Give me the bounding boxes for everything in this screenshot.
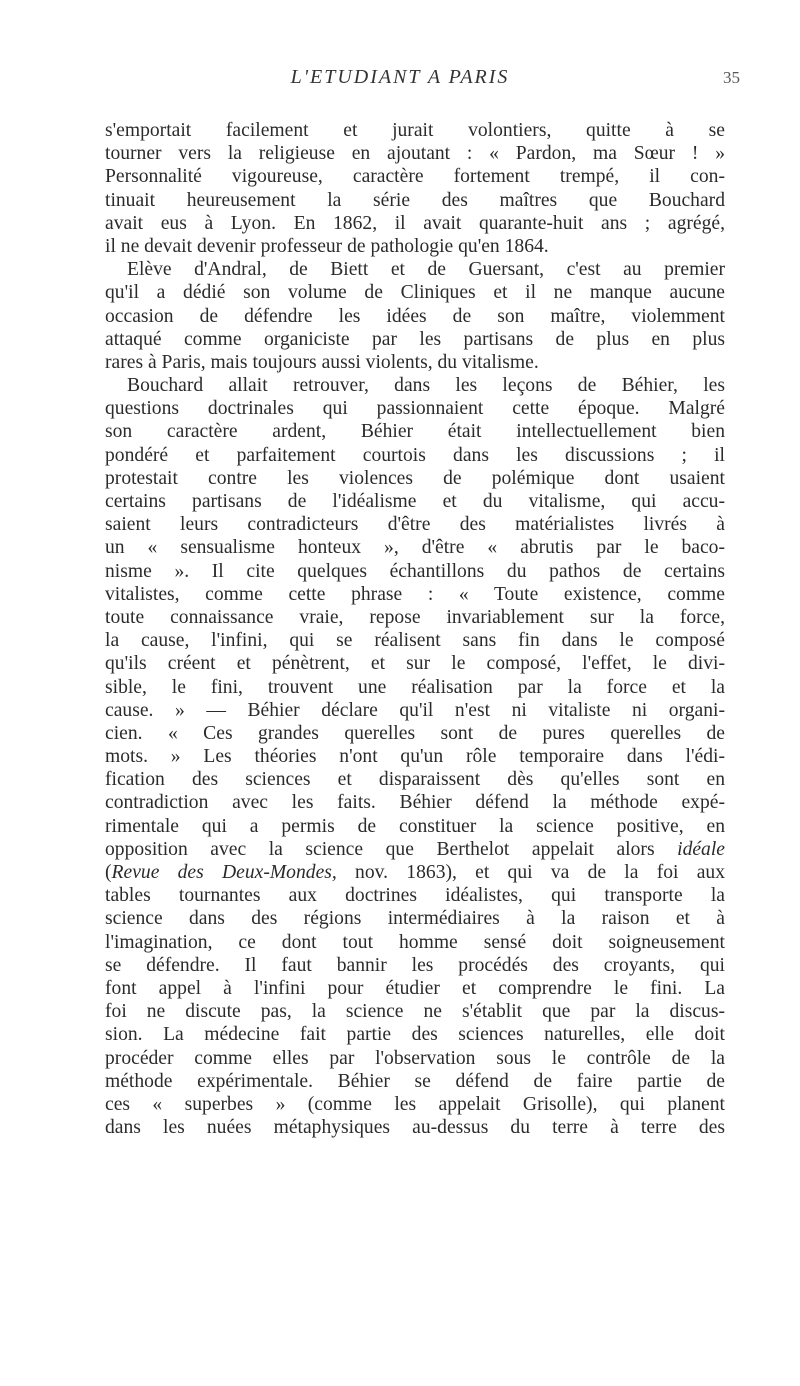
text-line: il ne devait devenir professeur de pathologie qu'en 1864.	[105, 235, 549, 257]
text-line: dans les nuées métaphysiques au-dessus du terre à terre des	[105, 1117, 725, 1139]
text-line: Personnalité vigoureuse, caractère fortement trempé, il con-	[105, 166, 725, 188]
italic-segment: Revue des Deux-Mondes,	[111, 862, 337, 883]
text-line: rares à Paris, mais toujours aussi violents, du vitalisme.	[105, 351, 539, 373]
text-line: mots. » Les théories n'ont qu'un rôle temporaire dans l'édi-	[105, 746, 725, 768]
text-line: sion. La médecine fait partie des sciences naturelles, elle doit	[105, 1024, 725, 1046]
italic-segment: idéale	[677, 838, 725, 860]
text-segment: opposition avec la science que Berthelot appelait alors	[105, 838, 678, 860]
text-line: nisme ». Il cite quelques échantillons du pathos de certains	[105, 560, 725, 582]
text-line: cien. « Ces grandes querelles sont de pures querelles de	[105, 722, 725, 744]
text-line: occasion de défendre les idées de son maître, violemment	[105, 305, 725, 327]
running-title: L'ETUDIANT A PARIS	[290, 66, 510, 88]
text-line: vitalistes, comme cette phrase : « Toute existence, comme	[105, 583, 725, 605]
text-line: se défendre. Il faut bannir les procédés des croyants, qui	[105, 954, 725, 976]
text-line: attaqué comme organiciste par les partisans de plus en plus	[105, 328, 725, 350]
text-line: s'emportait facilement et jurait volontiers, quitte à se	[105, 120, 725, 141]
text-line: tinuait heureusement la série des maîtres que Bouchard	[105, 189, 725, 211]
text-line: certains partisans de l'idéalisme et du vitalisme, qui accu-	[105, 491, 725, 512]
text-line: tables tournantes aux doctrines idéalistes, qui transporte la	[105, 885, 725, 907]
text-line: saient leurs contradicteurs d'être des matérialistes livrés à	[105, 514, 725, 536]
page-number: 35	[723, 68, 740, 87]
text-line	[105, 861, 725, 884]
text-line: foi ne discute pas, la science ne s'établit que par la discus-	[105, 1001, 725, 1023]
text-line: contradiction avec les faits. Béhier défend la méthode expé-	[105, 792, 725, 814]
text-line: questions doctrinales qui passionnaient cette époque. Malgré	[105, 398, 725, 420]
text-line	[105, 838, 725, 861]
text-line: science dans des régions intermédiaires à la raison et à	[105, 908, 725, 930]
text-line: avait eus à Lyon. En 1862, il avait quarante-huit ans ; agrégé,	[105, 212, 725, 234]
text-segment: nov. 1863), et qui va de la foi aux	[336, 862, 725, 883]
text-line: toute connaissance vraie, repose invariablement sur la force,	[105, 606, 725, 628]
text-line: tourner vers la religieuse en ajoutant : « Pardon, ma Sœur ! »	[105, 143, 725, 165]
text-line: l'imagination, ce dont tout homme sensé doit soigneusement	[105, 931, 725, 953]
text-line: pondéré et parfaitement courtois dans les discussions ; il	[105, 444, 725, 466]
text-line: cause. » — Béhier déclare qu'il n'est ni vitaliste ni organi-	[105, 699, 725, 721]
text-segment: (	[105, 862, 112, 883]
text-line: ces « superbes » (comme les appelait Grisolle), qui planent	[105, 1093, 725, 1115]
body-text	[105, 119, 725, 1139]
text-line: fication des sciences et disparaissent dès qu'elles sont en	[105, 769, 725, 791]
text-line: font appel à l'infini pour étudier et comprendre le fini. La	[105, 977, 725, 999]
text-line: la cause, l'infini, qui se réalisent sans fin dans le composé	[105, 630, 725, 652]
text-line: qu'ils créent et pénètrent, et sur le composé, l'effet, le divi-	[105, 653, 725, 675]
text-line: méthode expérimentale. Béhier se défend de faire partie de	[105, 1070, 725, 1092]
text-line: sible, le fini, trouvent une réalisation par la force et la	[105, 676, 725, 698]
text-line: Bouchard allait retrouver, dans les leçons de Béhier, les	[127, 375, 725, 397]
text-line: protestait contre les violences de polémique dont usaient	[105, 467, 725, 489]
text-line: son caractère ardent, Béhier était intellectuellement bien	[105, 421, 725, 443]
text-line: un « sensualisme honteux », d'être « abrutis par le baco-	[105, 537, 725, 559]
text-line: Elève d'Andral, de Biett et de Guersant, c'est au premier	[127, 259, 725, 281]
text-line: procéder comme elles par l'observation sous le contrôle de la	[105, 1047, 725, 1069]
text-line: rimentale qui a permis de constituer la science positive, en	[105, 815, 725, 837]
text-line: qu'il a dédié son volume de Cliniques et il ne manque aucune	[105, 282, 725, 304]
